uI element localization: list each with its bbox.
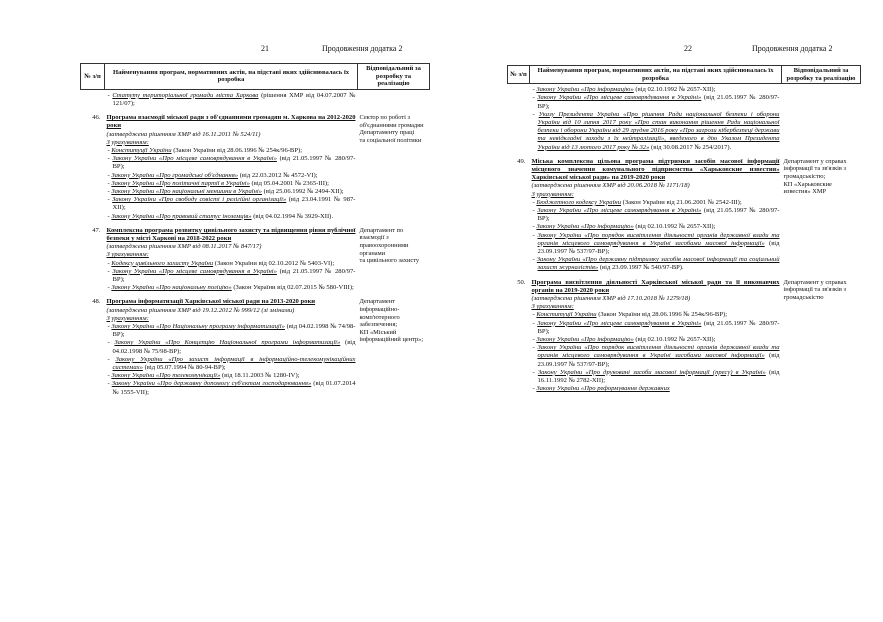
legal-act-name: Закону України «Про Національну програму інформатизації» bbox=[111, 323, 285, 331]
legal-act-item: - Закону України «Про реформування державних bbox=[532, 385, 670, 393]
legal-act-item: - Закону України «Про Національну програму інформатизації» (від 04.02.1998 № 74/98-ВР); bbox=[107, 323, 356, 339]
legal-act-item: - Закону України «Про національну поліцію» (Закон України від 02.07.2015 № 580-VIII); bbox=[107, 284, 354, 292]
table-body bbox=[508, 84, 861, 394]
legal-act-item: - Статуту територіальної громади міста Харкова (рішення ХМР від 04.07.2007 № 121/07); bbox=[107, 91, 356, 107]
responsible-line: Департамент по взаємодії з правоохоронними органами bbox=[359, 226, 409, 257]
responsible-line: Департамент інформаційно-комп'ютерного забезпечення; bbox=[359, 298, 400, 329]
entry-number bbox=[508, 84, 530, 152]
responsible-department bbox=[358, 108, 430, 221]
responsible-line: та соціальної політики bbox=[359, 136, 422, 144]
legal-act-details: (від 02.10.1992 № 2657-XII); bbox=[635, 223, 716, 231]
page-continuation-title: Продовження додатка 2 bbox=[322, 44, 403, 53]
legal-act-name: Конституції України bbox=[536, 311, 597, 319]
legal-act-item: - Закону України «Про державну підтримку засобів масової інформації та соціальний захист журналістів» (від 23.09.1997 № 540/97-ВР). bbox=[532, 256, 780, 272]
legal-act-item: - Закону України «Про місцеве самоврядування в Україні» (від 21.05.1997 № 280/97-ВР); bbox=[532, 94, 780, 110]
legal-act-name: Закону України «Про порядок висвітлення діяльності органів державної влади та органів місцевого самоврядування в Україні засобами масової інформації» bbox=[537, 231, 780, 247]
header-number: № з/п bbox=[81, 64, 105, 90]
legal-act-name: Закону України «Про національну поліцію» bbox=[111, 284, 232, 292]
legal-act-name: Закону України «Про інформацію» bbox=[536, 223, 634, 231]
legal-act-name: Закону України «Про місцеве самоврядування в Україні» bbox=[112, 155, 277, 163]
approval-note: (затверджена рішенням ХМР від 16.11.2011 № 524/11) bbox=[106, 130, 261, 138]
legal-act-item: - Закону України «Про Концепцію Національної програми інформатизації» (від 04.02.1998 № 75/98-ВР); bbox=[107, 339, 356, 355]
entry-number: 49. bbox=[517, 157, 526, 165]
legal-act-name: Указу Президента України «Про рішення Ради національної безпеки і оборони України від 10 липня 2017 року «Про стан виконання рішення Ради національної безпеки і оборони України від 29 грудня 2016 року «Про загрози кібербезпеці держави та невідкладні заходи з їх нейтралізації», введеного в дію Указом Президента України від 13 лютого 2017 року № 32» bbox=[537, 110, 780, 151]
entry-number: 50. bbox=[517, 278, 526, 286]
legal-act-details: (від 02.10.1992 № 2657-XII); bbox=[635, 336, 716, 344]
programs-table bbox=[80, 63, 430, 397]
legal-act-name: Закону України «Про місцеве самоврядування в Україні» bbox=[537, 319, 702, 327]
entry-content bbox=[105, 221, 358, 293]
legal-act-item: - Закону України «Про місцеве самоврядування в Україні» (від 21.05.1997 № 280/97-ВР); bbox=[532, 319, 780, 335]
legal-act-name: Закону України «Про свободу совісті і релігійні організації» bbox=[112, 196, 287, 204]
table-row bbox=[508, 84, 861, 152]
legal-act-item: - Кодексу цивільного захисту України (Закон України від 02.10.2012 № 5403-VI); bbox=[107, 259, 335, 267]
header-name: Найменування програм, нормативних актів, на підставі яких здійснювалась їх розробка bbox=[105, 64, 358, 90]
legal-act-item: - Закону України «Про захист інформації в інформаційно-телекомунікаційних системах» (від 05.07.1994 № 80-94-ВР); bbox=[107, 355, 356, 372]
responsible-department bbox=[782, 84, 861, 152]
approval-note: (затверджена рішенням ХМР від 17.10.2018 № 1279/18) bbox=[531, 295, 691, 303]
legal-act-name: Закону України «Про інформацію» bbox=[536, 86, 634, 94]
entry-content bbox=[105, 292, 358, 396]
legal-act-item: - Закону України «Про інформацію» (від 02.10.1992 № 2657-XII); bbox=[532, 223, 716, 231]
considering-label: З урахуванням: bbox=[106, 251, 149, 259]
page-continuation-title: Продовження додатка 2 bbox=[752, 44, 833, 53]
entry-content bbox=[530, 152, 782, 273]
programs-table bbox=[507, 65, 861, 394]
table-row bbox=[81, 292, 430, 396]
legal-act-name: Закону України «Про політичні партії в Україні» bbox=[111, 179, 250, 187]
legal-act-name: Закону України «Про правовий статус іноземців» bbox=[111, 212, 252, 220]
header-responsible: Відповідальний за розробку та реалізацію bbox=[782, 66, 861, 84]
responsible-department bbox=[782, 152, 861, 273]
legal-act-item: - Закону України «Про місцеве самоврядування в Україні» (від 21.05.1997 № 280/97-ВР); bbox=[532, 207, 780, 223]
legal-act-item: - Закону України «Про місцеве самоврядування в Україні» (від 21.05.1997 № 280/97-ВР); bbox=[107, 155, 356, 171]
legal-act-details: (від 23.04.1991 № 987-XII); bbox=[112, 196, 356, 212]
table-header-row bbox=[81, 64, 430, 90]
legal-act-details: (Закон України від 28.06.1996 № 254к/96-ВР); bbox=[598, 311, 728, 319]
table-row bbox=[81, 108, 430, 221]
legal-act-details: (від 01.07.2014 № 1555-VII); bbox=[112, 380, 356, 396]
legal-act-name: Закону України «Про державну допомогу суб'єктам господарювання» bbox=[111, 380, 312, 388]
legal-act-name: Закону України «Про Концепцію Національної програми інформатизації» bbox=[114, 339, 341, 347]
legal-act-name: Конституції України bbox=[111, 147, 172, 154]
legal-act-name: Закону України «Про місцеве самоврядування в Україні» bbox=[112, 267, 277, 275]
table-row bbox=[81, 89, 430, 108]
legal-act-name: Статуту територіальної громади міста Харкова bbox=[112, 91, 259, 99]
legal-act-name: Закону України «Про місцеве самоврядування в Україні» bbox=[537, 207, 702, 215]
legal-act-details: (Закон України від 02.10.2012 № 5403-VI); bbox=[214, 259, 335, 267]
responsible-department bbox=[358, 89, 430, 108]
legal-act-name: Закону України «Про реформування державних bbox=[536, 385, 670, 393]
approval-note: (затверджена рішенням ХМР від 19.12.2012 № 999/12 (зі змінами) bbox=[106, 306, 295, 314]
legal-act-details: (Закон України від 02.07.2015 № 580-VIII); bbox=[233, 284, 354, 292]
table-header-row bbox=[508, 66, 861, 84]
legal-act-details: (від 25.06.1992 № 2494-XII); bbox=[263, 188, 344, 196]
legal-act-name: Закону України «Про державну підтримку засобів масової інформації та соціальний захист журналістів» bbox=[536, 256, 780, 272]
program-title: Міська комплексна цільова програма підтримки засобів масової інформації місцевого значення комунального підприємства «Харьковские известия» Харківської міської ради» на 2019-2020 роки bbox=[531, 157, 780, 182]
legal-act-details: (від 04.02.1998 № 74/98-ВР); bbox=[112, 323, 356, 339]
page-number: 22 bbox=[684, 44, 692, 53]
responsible-line: Сектор по роботі з об'єднаннями громадян bbox=[359, 114, 424, 129]
program-title: Комплексна програма розвитку цивільного захисту та підвищення рівня публічної безпеки у місті Харкові на 2018-2022 роки bbox=[106, 226, 356, 243]
legal-act-item: - Бюджетного кодексу України (Закон України від 21.06.2001 № 2542-III); bbox=[532, 198, 742, 206]
entry-number: 46. bbox=[92, 114, 101, 122]
responsible-line: Департаменту праці bbox=[359, 129, 415, 137]
table-row bbox=[81, 221, 430, 293]
header-number: № з/п bbox=[508, 66, 530, 84]
legal-act-item: - Закону України «Про інформацію» (від 02.10.1992 № 2657-XII); bbox=[532, 86, 716, 94]
legal-act-details: (рішення ХМР від 04.07.2007 № 121/07); bbox=[112, 91, 356, 107]
legal-act-name: Бюджетного кодексу України bbox=[536, 198, 621, 206]
legal-act-item: - Закону України «Про правовий статус іноземців» (від 04.02.1994 № 3929-XII). bbox=[107, 212, 334, 220]
legal-act-details: (від 04.02.1998 № 75/98-ВР); bbox=[112, 339, 356, 355]
table-row bbox=[508, 152, 861, 273]
responsible-line: КП «Міський інформаційний центр»; bbox=[359, 328, 424, 344]
legal-act-item: - Закону України «Про порядок висвітлення діяльності органів державної влади та органів місцевого самоврядування в Україні засобами масової інформації» (від 23.09.1997 № 537/97-ВР); bbox=[532, 344, 780, 368]
responsible-department bbox=[358, 221, 430, 293]
legal-act-name: Закону України «Про національні меншини в Україні» bbox=[111, 188, 262, 196]
table-body bbox=[81, 89, 430, 397]
legal-act-details: (від 21.05.1997 № 280/97-ВР); bbox=[537, 319, 780, 335]
header-name: Найменування програм, нормативних актів, на підставі яких здійснювалась їх розробка bbox=[530, 66, 782, 84]
legal-act-details: (від 21.05.1997 № 280/97-ВР); bbox=[112, 155, 356, 171]
approval-note: (затверджена рішенням ХМР від 20.06.2018 № 1171/18) bbox=[531, 182, 690, 190]
legal-act-name: Закону України «Про друковані засоби масової інформації (пресу) в Україні» bbox=[537, 368, 766, 376]
entry-content bbox=[105, 89, 358, 108]
legal-act-name: Закону України «Про місцеве самоврядування в Україні» bbox=[537, 94, 702, 102]
considering-label: З урахуванням: bbox=[531, 190, 574, 198]
legal-act-item: - Указу Президента України «Про рішення Ради національної безпеки і оборони України від 10 липня 2017 року «Про стан виконання рішення Ради національної безпеки і оборони України від 29 грудня 2016 року «Про загрози кібербезпеці держави та невідкладні заходи з їх нейтралізації», введеного в дію Указом Президента України від 13 лютого 2017 року № 32» (від 30.08.2017 № 254/2017). bbox=[532, 110, 780, 151]
legal-act-item: - Конституції України (Закон України від 28.06.1996 № 254к/96-ВР); bbox=[107, 147, 303, 154]
legal-act-name: Закону України «Про захист інформації в інформаційно-телекомунікаційних системах» bbox=[112, 355, 356, 372]
legal-act-details: (від 21.05.1997 № 280/97-ВР); bbox=[537, 207, 780, 223]
page-right bbox=[442, 0, 883, 622]
legal-act-details: (від 22.03.2012 № 4572-VI); bbox=[239, 171, 318, 179]
legal-act-item: - Закону України «Про інформацію» (від 02.10.1992 № 2657-XII); bbox=[532, 336, 716, 344]
legal-act-details: (від 18.11.2003 № 1280-IV); bbox=[221, 372, 300, 380]
legal-act-item: - Закону України «Про порядок висвітлення діяльності органів державної влади та органів місцевого самоврядування в Україні засобами масової інформації» (від 23.09.1997 № 537/97-ВР); bbox=[532, 231, 780, 256]
legal-act-item: - Закону України «Про місцеве самоврядування в Україні» (від 21.05.1997 № 280/97-ВР); bbox=[107, 267, 356, 284]
legal-act-item: - Закону України «Про друковані засоби масової інформації (пресу) в Україні» (від 16.11.1992 № 2782-XII); bbox=[532, 368, 780, 385]
legal-act-name: Закону України «Про інформацію» bbox=[536, 336, 634, 344]
legal-act-name: Закону України «Про телекомунікації» bbox=[111, 372, 221, 380]
entry-content bbox=[105, 108, 358, 221]
entry-number bbox=[81, 89, 105, 108]
legal-act-details: (від 23.09.1997 № 540/97-ВР). bbox=[599, 264, 684, 272]
page-number: 21 bbox=[261, 44, 269, 53]
responsible-line: Департамент у справах інформації та зв'язків з громадськістю bbox=[783, 278, 847, 301]
entry-number: 48. bbox=[92, 298, 101, 306]
legal-act-name: Закону України «Про громадські об'єднання» bbox=[111, 171, 239, 179]
program-title: Програма висвітлення діяльності Харківської міської ради та її виконавчих органів на 2019-2020 роки bbox=[531, 278, 780, 294]
legal-act-name: Закону України «Про порядок висвітлення діяльності органів державної влади та органів місцевого самоврядування в Україні засобами масової інформації» bbox=[537, 344, 780, 360]
legal-act-details: (Закон України від 21.06.2001 № 2542-III); bbox=[622, 198, 742, 206]
approval-note: (затверджена рішенням ХМР від 08.11.2017 № 847/17) bbox=[106, 243, 262, 251]
legal-act-details: (від 05.07.1994 № 80-94-ВР); bbox=[144, 364, 226, 372]
program-title: Програма взаємодії міської ради з об'єднаннями громадян м. Харкова на 2012-2020 роки bbox=[106, 114, 356, 130]
considering-label: З урахуванням: bbox=[106, 138, 149, 146]
responsible-department bbox=[782, 273, 861, 394]
legal-act-item: - Закону України «Про громадські об'єднання» (від 22.03.2012 № 4572-VI); bbox=[107, 171, 318, 179]
legal-act-details: (від 02.10.1992 № 2657-XII); bbox=[635, 86, 716, 94]
legal-act-details: (від 30.08.2017 № 254/2017). bbox=[651, 143, 732, 151]
legal-act-details: (від 04.02.1994 № 3929-XII). bbox=[253, 212, 334, 220]
legal-act-item: - Закону України «Про політичні партії в Україні» (від 05.04.2001 № 2365-III); bbox=[107, 179, 329, 187]
legal-act-name: Кодексу цивільного захисту України bbox=[111, 259, 214, 267]
page-left bbox=[0, 0, 441, 622]
considering-label: З урахуванням: bbox=[106, 314, 149, 322]
legal-act-item: - Закону України «Про національні меншини в Україні» (від 25.06.1992 № 2494-XII); bbox=[107, 188, 344, 196]
legal-act-item: - Закону України «Про свободу совісті і релігійні організації» (від 23.04.1991 № 987-XII); bbox=[107, 196, 356, 212]
responsible-line: Департамент у справах інформації та зв'язків з громадськістю; bbox=[783, 157, 847, 180]
legal-act-details: (від 21.05.1997 № 280/97-ВР); bbox=[537, 94, 780, 110]
legal-act-item: - Закону України «Про телекомунікації» (від 18.11.2003 № 1280-IV); bbox=[107, 372, 300, 380]
legal-act-details: (від 16.11.1992 № 2782-XII); bbox=[537, 368, 780, 385]
legal-act-item: - Закону України «Про державну допомогу суб'єктам господарювання» (від 01.07.2014 № 1555-VII); bbox=[107, 380, 356, 396]
responsible-line: КП «Харьковские известия» ХМР bbox=[783, 180, 832, 196]
legal-act-details: (Закон України від 28.06.1996 № 254к/96-ВР); bbox=[173, 147, 303, 154]
program-title: Програма інформатизації Харківської міської ради на 2013-2020 роки bbox=[106, 298, 316, 306]
entry-number: 47. bbox=[92, 226, 101, 234]
considering-label: З урахуванням: bbox=[531, 303, 574, 311]
entry-content bbox=[530, 273, 782, 394]
legal-act-item: - Конституції України (Закон України від 28.06.1996 № 254к/96-ВР); bbox=[532, 311, 728, 319]
legal-act-details: (від 23.09.1997 № 537/97-ВР); bbox=[537, 352, 780, 368]
legal-act-details: (від 23.09.1997 № 537/97-ВР); bbox=[537, 239, 780, 256]
responsible-department bbox=[358, 292, 430, 396]
table-row bbox=[508, 273, 861, 394]
entry-content bbox=[530, 84, 782, 152]
legal-act-details: (від 21.05.1997 № 280/97-ВР); bbox=[112, 267, 356, 284]
legal-act-details: (від 05.04.2001 № 2365-III); bbox=[251, 179, 329, 187]
header-responsible: Відповідальний за розробку та реалізацію bbox=[358, 64, 430, 90]
responsible-line: та цивільного захисту bbox=[359, 257, 420, 265]
